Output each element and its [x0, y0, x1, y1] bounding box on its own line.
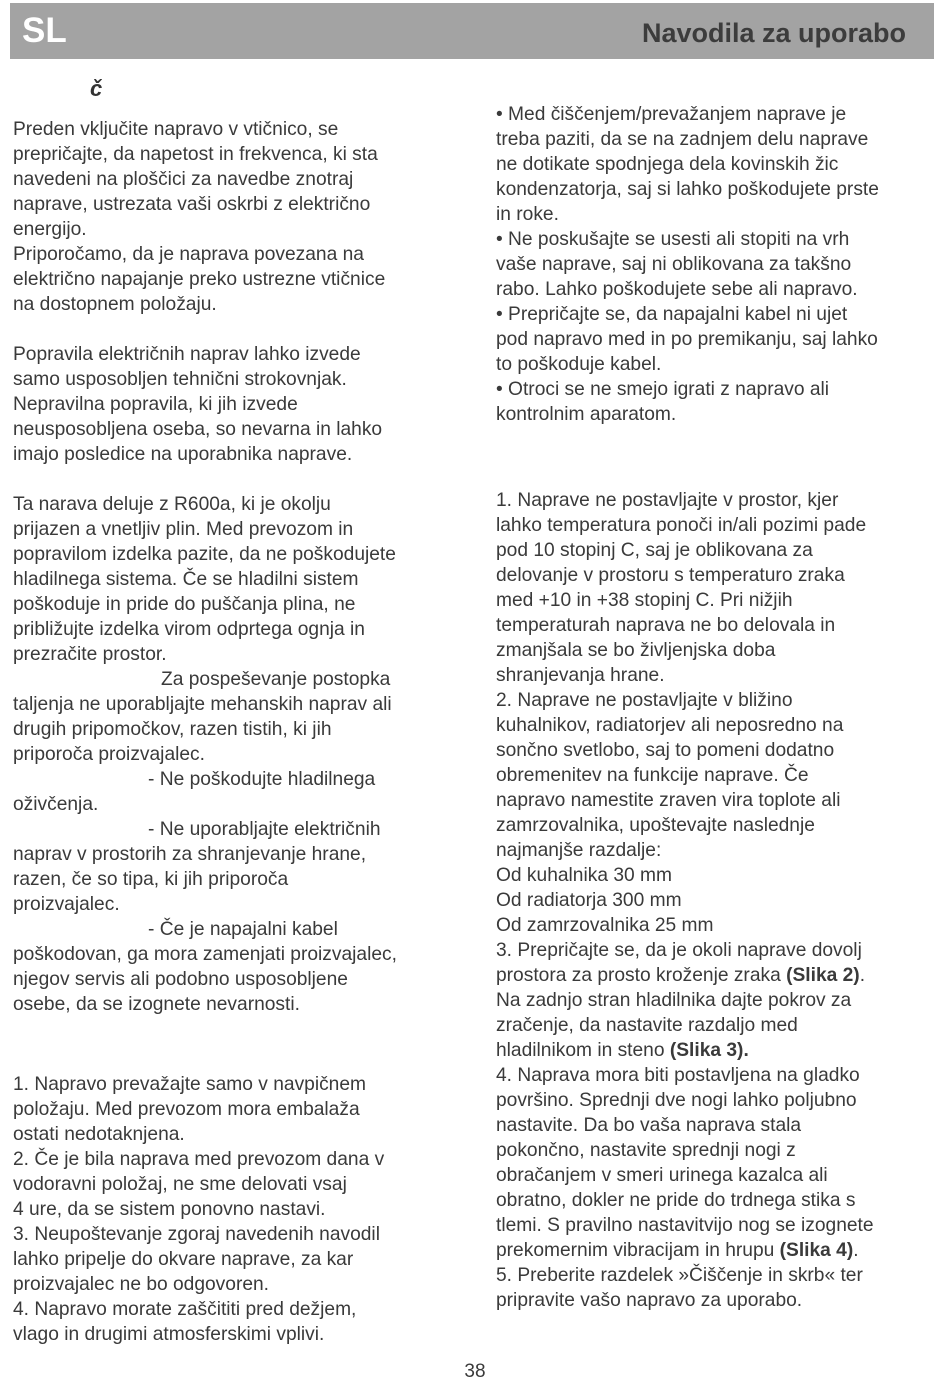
text-line: ne dotikate spodnjega dela kovinskih žic [496, 154, 839, 175]
header-bar [10, 3, 934, 59]
text-line: tlemi. S pravilno nastavitvijo nog se izognete [496, 1215, 874, 1236]
text-line: - Ne poškodujte hladilnega [148, 769, 376, 790]
text-line: sončno svetlobo, saj to pomeni dodatno [496, 740, 835, 761]
text-line: vlago in drugimi atmosferskimi vplivi. [13, 1324, 325, 1345]
text-line: lahko pripelje do okvare naprave, za kar [13, 1249, 354, 1270]
bullet-line: • Med čiščenjem/prevažanjem naprave je [496, 104, 847, 125]
text-line: priporoča proizvajalec. [13, 744, 205, 765]
text-line: položaju. Med prevozom mora embalaža [13, 1099, 360, 1120]
text-line: - Ne uporabljajte električnih [148, 819, 381, 840]
text-line: obremenitev na funkcije naprave. Če [496, 765, 809, 786]
text-line [496, 1238, 874, 1263]
text-line: kuhalnikov, radiatorjev ali neposredno na [496, 715, 844, 736]
text-line: in roke. [496, 204, 559, 225]
text-line: kondenzatorja, saj si lahko poškodujete prste [496, 179, 879, 200]
text-line: poškodovan, ga mora zamenjati proizvajalec, [13, 944, 397, 965]
section-heading-glyph: č [90, 76, 103, 101]
text-line: površino. Sprednji dve nogi lahko poljubno [496, 1090, 857, 1111]
transport-paragraph [13, 1072, 384, 1347]
text-line: pod 10 stopinj C, saj je oblikovana za [496, 540, 813, 561]
text-line: proizvajalec ne bo odgovoren. [13, 1274, 270, 1295]
text-run: prostora za prosto kroženje zraka [496, 965, 787, 986]
text-line: proizvajalec. [13, 894, 120, 915]
text-line: to poškoduje kabel. [496, 354, 662, 375]
text-line: zmanjšala se bo življenjska doba [496, 640, 776, 661]
text-line: približujte izdelka virom odprtega ognja in [13, 619, 365, 640]
text-line [496, 1038, 874, 1063]
language-code: SL [22, 11, 67, 50]
installation-paragraph [496, 488, 874, 1313]
text-line: neusposobljena oseba, so nevarna in lahko [13, 419, 383, 440]
text-line: vodoravni položaj, ne sme delovati vsaj [13, 1174, 347, 1195]
text-line: naprave, ustrezata vaši oskrbi z električno [13, 194, 371, 215]
text-line: Na zadnjo stran hladilnika dajte pokrov za [496, 990, 852, 1011]
text-line: Preden vključite napravo v vtičnico, se [13, 119, 339, 140]
text-line: pokončno, nastavite sprednji nogi z [496, 1140, 796, 1161]
text-run: . [853, 1240, 859, 1261]
text-line: obračanjem v smeri urinega kazalca ali [496, 1165, 828, 1186]
text-line: osebe, da se izognete nevarnosti. [13, 994, 300, 1015]
text-line: 4. Napravo morate zaščititi pred dežjem, [13, 1299, 357, 1320]
text-line: temperaturah naprava ne bo delovala in [496, 615, 836, 636]
text-line: treba paziti, da se na zadnjem delu naprave [496, 129, 869, 150]
text-line: 4. Naprava mora biti postavljena na gladko [496, 1065, 860, 1086]
figure-reference: (Slika 2) [786, 965, 860, 986]
text-line: Priporočamo, da je naprava povezana na [13, 244, 364, 265]
text-line: Za pospeševanje postopka [161, 669, 391, 690]
text-line: 3. Neupoštevanje zgoraj navedenih navodil [13, 1224, 380, 1245]
text-line: lahko temperatura ponoči in/ali pozimi pade [496, 515, 867, 536]
text-line: električno napajanje preko ustrezne vtičnice [13, 269, 386, 290]
text-line: Od zamrzovalnika 25 mm [496, 915, 714, 936]
text-line: prijazen a vnetljiv plin. Med prevozom in [13, 519, 354, 540]
text-line [496, 963, 874, 988]
safety-bullets [496, 102, 879, 427]
bullet-line: • Otroci se ne smejo igrati z napravo ali [496, 379, 830, 400]
text-line: najmanjše razdalje: [496, 840, 662, 861]
text-line: prepričajte, da napetost in frekvenca, ki sta [13, 144, 378, 165]
text-line: Ta narava deluje z R600a, ki je okolju [13, 494, 331, 515]
text-line: med +10 in +38 stopinj C. Pri nižjih [496, 590, 793, 611]
text-line: rabo. Lahko poškodujete sebe ali napravo. [496, 279, 858, 300]
text-line: vaše naprave, saj ni oblikovana za takšno [496, 254, 852, 275]
repairs-paragraph [13, 342, 397, 467]
text-run: . [859, 965, 866, 986]
text-line: 4 ure, da se sistem ponovno nastavi. [13, 1199, 326, 1220]
bullet-line: • Prepričajte se, da napajalni kabel ni ujet [496, 304, 848, 325]
text-line: njegov servis ali podobno usposobljene [13, 969, 348, 990]
page-number: 38 [464, 1361, 486, 1382]
text-run: hladilnikom in steno [496, 1040, 670, 1061]
text-line: naprav v prostorih za shranjevanje hrane, [13, 844, 367, 865]
text-line: zamrzovalnika, upoštevajte naslednje [496, 815, 815, 836]
text-line: Od kuhalnika 30 mm [496, 865, 672, 886]
text-line: 5. Preberite razdelek »Čiščenje in skrb« ter [496, 1265, 863, 1286]
text-line: razen, če so tipa, ki jih priporoča [13, 869, 289, 890]
refrigerant-warning-paragraph [13, 492, 397, 1017]
text-line: popravilom izdelka pazite, da ne poškodujete [13, 544, 396, 565]
left-column [13, 117, 397, 1017]
text-line: energijo. [13, 219, 87, 240]
text-line: 3. Prepričajte se, da je okoli naprave dovolj [496, 940, 862, 961]
text-line: drugih pripomočkov, razen tistih, ki jih [13, 719, 332, 740]
manual-title: Navodila za uporabo [641, 18, 906, 48]
text-line: taljenja ne uporabljajte mehanskih naprav ali [13, 694, 392, 715]
text-line: navedeni na ploščici za navedbe znotraj [13, 169, 354, 190]
text-line: imajo posledice na uporabnika naprave. [13, 444, 353, 465]
text-line: 1. Napravo prevažajte samo v navpičnem [13, 1074, 367, 1095]
text-line: 2. Če je bila naprava med prevozom dana v [13, 1149, 385, 1170]
text-line: samo usposobljen tehnični strokovnjak. [13, 369, 347, 390]
figure-reference: (Slika 4) [779, 1240, 854, 1261]
text-line: Nepravilna popravila, ki jih izvede [13, 394, 298, 415]
text-line: na dostopnem položaju. [13, 294, 217, 315]
text-line: poškoduje in pride do puščanja plina, ne [13, 594, 356, 615]
text-line: 2. Naprave ne postavljajte v bližino [496, 690, 793, 711]
text-line: shranjevanja hrane. [496, 665, 665, 686]
text-line: prezračite prostor. [13, 644, 167, 665]
text-line: obratno, dokler ne pride do trdnega stika s [496, 1190, 856, 1211]
text-line: nastavite. Da bo vaša naprava stala [496, 1115, 802, 1136]
text-run: prekomernim vibracijam in hrupu [496, 1240, 780, 1261]
text-line: kontrolnim aparatom. [496, 404, 677, 425]
text-line: oživčenja. [13, 794, 99, 815]
text-line: Popravila električnih naprav lahko izvede [13, 344, 361, 365]
text-line: pripravite vašo napravo za uporabo. [496, 1290, 803, 1311]
text-line: zračenje, da nastavite razdaljo med [496, 1015, 798, 1036]
power-connection-paragraph [13, 117, 397, 317]
bullet-line: • Ne poskušajte se usesti ali stopiti na vrh [496, 229, 850, 250]
text-line: hladilnega sistema. Če se hladilni sistem [13, 569, 359, 590]
text-line: napravo namestite zraven vira toplote ali [496, 790, 841, 811]
text-line: ostati nedotaknjena. [13, 1124, 185, 1145]
text-line: delovanje v prostoru s temperaturo zraka [496, 565, 845, 586]
text-line: 1. Naprave ne postavljajte v prostor, kjer [496, 490, 839, 511]
text-line: - Če je napajalni kabel [148, 919, 338, 940]
figure-reference: (Slika 3). [669, 1040, 749, 1061]
text-line: Od radiatorja 300 mm [496, 890, 682, 911]
text-line: pod napravo med in po premikanju, saj lahko [496, 329, 878, 350]
